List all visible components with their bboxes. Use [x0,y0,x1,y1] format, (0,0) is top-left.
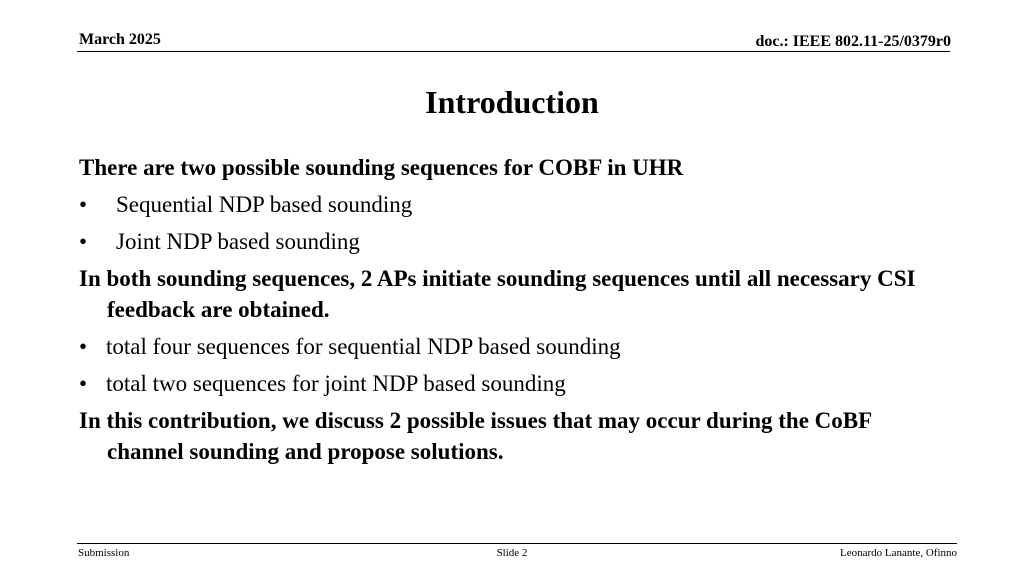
list-item [79,189,939,220]
header-doc-id: doc.: IEEE 802.11-25/0379r0 [755,33,951,50]
header-date: March 2025 [79,31,161,48]
sequences-paragraph: In both sounding sequences, 2 APs initiate sounding sequences until all necessary CSI feedback are obtained. [79,266,916,322]
list-item [79,368,939,399]
contribution-paragraph: In this contribution, we discuss 2 possible issues that may occur during the CoBF channel sounding and propose solutions. [79,408,872,464]
list-item [79,331,939,362]
footer-submission: Submission [78,547,130,559]
footer-slide-number: Slide 2 [496,547,528,559]
list-item-text: Joint NDP based sounding [116,229,360,254]
bullet-icon: • [79,192,88,217]
list-item [79,226,939,257]
footer-divider [77,543,957,544]
bullet-icon: • [79,334,88,359]
list-item-text: Sequential NDP based sounding [116,192,413,217]
bullet-icon: • [79,371,88,396]
slide-title: Introduction [425,84,599,120]
list-item-text: total four sequences for sequential NDP based sounding [106,334,621,359]
footer-author: Leonardo Lanante, Ofinno [840,547,957,559]
header-divider [77,51,950,52]
bullet-icon: • [79,229,88,254]
intro-paragraph: There are two possible sounding sequences for COBF in UHR [79,155,684,180]
list-item-text: total two sequences for joint NDP based sounding [106,371,566,396]
slide-body [79,152,939,467]
